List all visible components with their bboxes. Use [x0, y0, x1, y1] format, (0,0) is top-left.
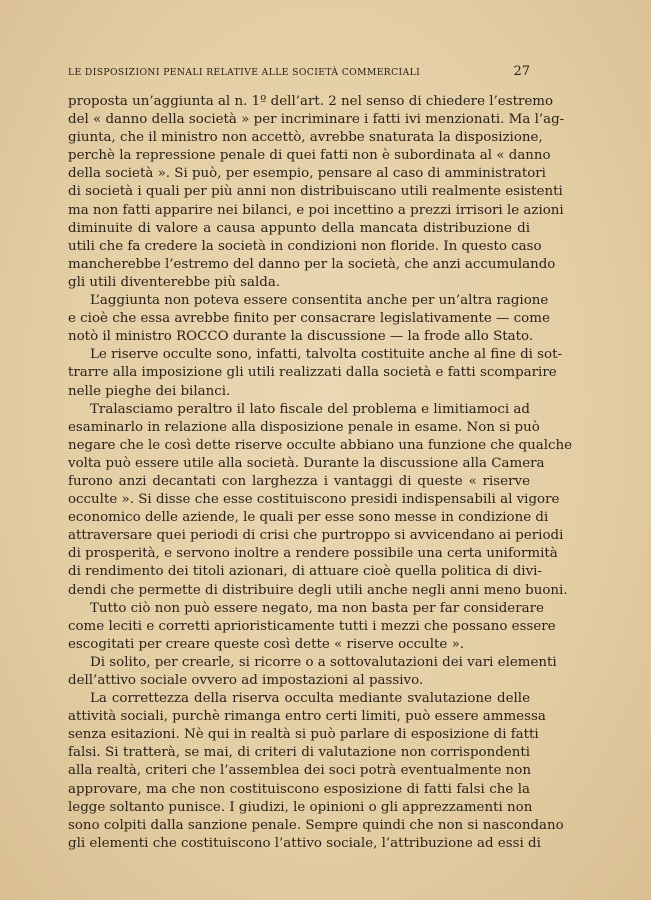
paragraph [68, 690, 564, 853]
text-line: trarre alla imposizione gli utili realizzati dalla società e fatti scomparire [68, 365, 557, 381]
text-line: ma non fatti apparire nei bilanci, e poi incettino a prezzi irrisori le azioni [68, 202, 564, 218]
text-line: esaminarlo in relazione alla disposizione penale in esame. Non si può [68, 419, 540, 435]
text-line: negare che le così dette riserve occulte abbiano una funzione che qualche [68, 437, 573, 453]
text-line: del « danno della società » per incriminare i fatti ivi menzionati. Ma l’ag- [68, 112, 565, 128]
text-line: proposta un’aggiunta al n. 1º dell’art. 2 nel senso di chiedere l’estremo [68, 94, 554, 109]
text-line: legge soltanto punisce. I giudizi, le opinioni o gli apprezzamenti non [68, 799, 533, 815]
text-line: nelle pieghe dei bilanci. [68, 383, 231, 399]
text-line: perchè la repressione penale di quei fatti non è subordinata al « danno [68, 148, 551, 164]
text-line: furono anzi decantati con larghezza i vantaggi di queste « riserve [68, 473, 530, 489]
text-line: Tralasciamo peraltro il lato fiscale del problema e limitiamoci ad [90, 401, 530, 417]
text-line: Di solito, per crearle, si ricorre o a sottovalutazioni dei vari elementi [90, 654, 557, 670]
running-header [68, 64, 530, 79]
text-line: mancherebbe l’estremo del danno per la società, che anzi accumulando [68, 256, 556, 272]
text-line: diminuite di valore a causa appunto della mancata distribuzione di [68, 220, 530, 236]
paragraph [68, 93, 565, 292]
text-line: sono colpiti dalla sanzione penale. Sempre quindi che non si nascondano [68, 817, 564, 833]
text-line: senza esitazioni. Nè qui in realtà si può parlare di esposizione di fatti [68, 727, 539, 743]
paragraph [68, 346, 563, 400]
text-line: falsi. Si tratterà, se mai, di criteri di valutazione non corrispondenti [68, 745, 530, 761]
text-line: di rendimento dei titoli azionari, di attuare cioè quella politica di divi- [68, 564, 542, 580]
text-line: di società i quali per più anni non distribuiscano utili realmente esistenti [68, 184, 563, 200]
page-number: 27 [513, 64, 530, 79]
text-line: volta può essere utile alla società. Durante la discussione alla Camera [68, 455, 545, 471]
text-line: della società ». Si può, per esempio, pensare al caso di amministratori [68, 166, 546, 182]
text-line: come leciti e corretti aprioristicamente tutti i mezzi che possano essere [68, 618, 556, 634]
paragraph [68, 600, 556, 654]
text-line: L’aggiunta non poteva essere consentita anche per un’altra ragione [90, 293, 549, 309]
text-line: approvare, ma che non costituiscono esposizione di fatti falsi che la [68, 781, 530, 797]
paragraph [68, 654, 557, 690]
text-line: attività sociali, purchè rimanga entro certi limiti, può essere ammessa [68, 709, 546, 725]
text-line: attraversare quei periodi di crisi che purtroppo si avvicendano ai periodi [68, 528, 564, 544]
text-line: giunta, che il ministro non accettò, avrebbe snaturata la disposizione, [68, 130, 543, 146]
text-line: occulte ». Si disse che esse costituiscono presidi indispensabili al vigore [68, 492, 560, 508]
text-line: e cioè che essa avrebbe finito per consacrare legislativamente — come [68, 311, 550, 327]
body-text [68, 93, 573, 853]
text-line: Tutto ciò non può essere negato, ma non basta per far considerare [90, 600, 544, 616]
text-line: dendi che permette di distribuire degli utili anche negli anni meno buoni. [68, 582, 568, 598]
text-line: dell’attivo sociale ovvero ad impostazioni al passivo. [68, 673, 424, 688]
text-line: economico delle aziende, le quali per esse sono messe in condizione di [68, 510, 549, 526]
text-line: gli elementi che costituiscono l’attivo sociale, l’attribuzione ad essi di [68, 835, 541, 851]
text-line: di prosperità, e servono inoltre a rendere possibile una certa uniformità [68, 546, 558, 562]
text-line: notò il ministro ROCCO durante la discussione — la frode allo Stato. [68, 329, 534, 345]
text-line: alla realtà, criteri che l’assemblea dei soci potrà eventualmente non [68, 763, 531, 779]
running-title: LE DISPOSIZIONI PENALI RELATIVE ALLE SOCIETÀ COMMERCIALI [68, 67, 421, 78]
text-line: Le riserve occulte sono, infatti, talvolta costituite anche al fine di sot- [90, 347, 563, 363]
text-line: La correttezza della riserva occulta mediante svalutazione delle [90, 691, 530, 707]
paragraph [68, 401, 573, 600]
text-line: utili che fa credere la società in condizioni non floride. In questo caso [68, 238, 542, 254]
paragraph [68, 292, 550, 346]
text-line: gli utili diventerebbe più salda. [68, 274, 281, 290]
text-line: escogitati per creare queste così dette « riserve occulte ». [68, 636, 465, 652]
